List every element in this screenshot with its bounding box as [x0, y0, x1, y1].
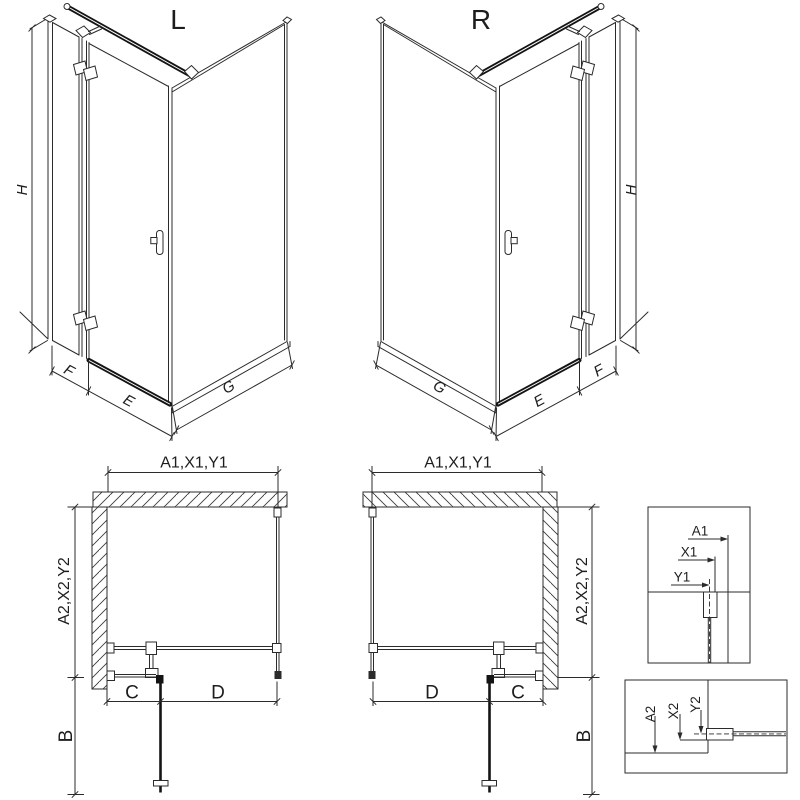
detail-label-a1: A1	[691, 523, 709, 539]
variant-label-right: R	[470, 4, 492, 35]
dim-label-c: C	[125, 682, 139, 704]
dim-label-f: F	[60, 361, 78, 381]
plan-dim-depth-b-lines	[68, 504, 92, 798]
variant-label-left: L	[170, 4, 186, 35]
dim-label-d: D	[211, 682, 225, 704]
glass-profile-section	[704, 592, 718, 618]
detail-label-a2: A2	[643, 705, 658, 723]
arrowhead	[702, 583, 710, 588]
detail-label-y1: Y1	[673, 569, 691, 585]
dim-label-g: G	[219, 377, 238, 398]
iso-view-left	[14, 4, 294, 441]
plan-geometry-mirrored	[363, 466, 558, 793]
dim-label-a1x1y1: A1,X1,Y1	[424, 454, 492, 472]
dim-label-a2x2y2: A2,X2,Y2	[56, 557, 73, 625]
dim-label-a2x2y2: A2,X2,Y2	[574, 557, 591, 625]
iso-geometry-mirrored	[374, 4, 648, 441]
dim-label-f: F	[590, 361, 608, 381]
iso-view-right	[374, 4, 648, 441]
dim-label-d: D	[425, 682, 439, 704]
detail-view-bottom	[625, 680, 787, 773]
dim-label-b: B	[56, 729, 77, 743]
detail-label-x2: X2	[666, 702, 681, 720]
dim-label-e: E	[120, 391, 138, 411]
dim-label-h: H	[623, 184, 640, 196]
dim-label-c: C	[511, 682, 525, 704]
arrowhead	[653, 746, 658, 754]
arrowhead	[699, 726, 704, 734]
dim-label-a1x1y1: A1,X1,Y1	[160, 454, 228, 472]
dim-label-e: E	[530, 391, 548, 411]
arrowhead	[678, 733, 683, 741]
dim-label-b: B	[574, 729, 595, 743]
plan-view-left	[56, 455, 287, 798]
detail-label-y2: Y2	[688, 696, 703, 713]
arrowhead	[708, 558, 716, 563]
detail-view-top	[648, 507, 750, 663]
arrowhead	[721, 537, 729, 542]
plan-dim-depth-b-lines	[559, 504, 600, 798]
detail-border	[625, 680, 787, 773]
detail-label-x1: X1	[680, 544, 698, 560]
dim-label-g: G	[430, 377, 449, 398]
dim-label-h: H	[14, 184, 31, 196]
plan-view-right	[363, 455, 600, 798]
